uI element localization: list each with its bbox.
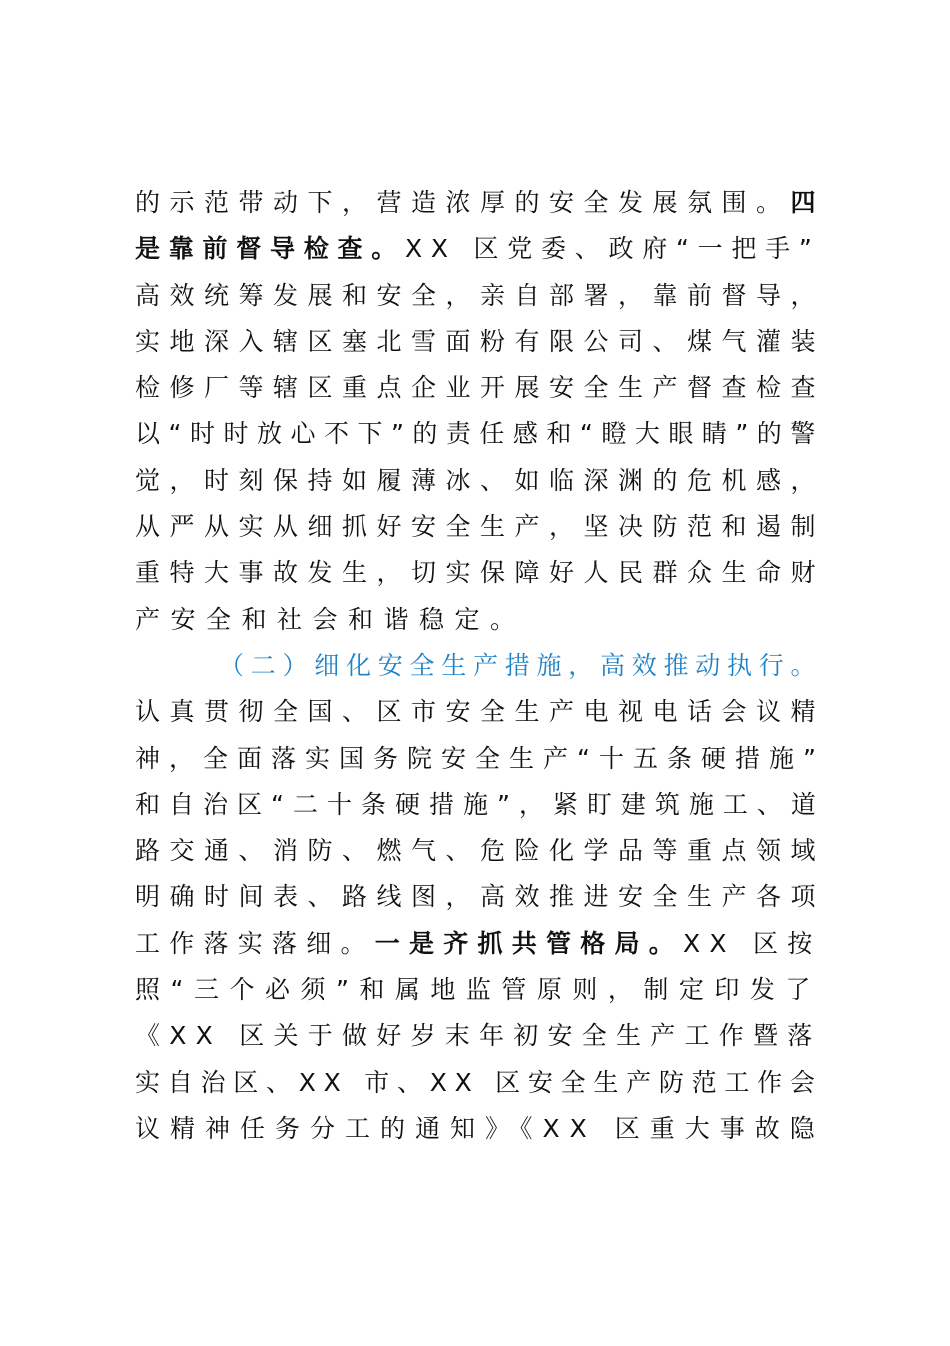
text-line [135, 504, 825, 550]
text-segment-bold: 是靠前督导检查。 [135, 234, 406, 264]
text-segment-bold: 四 [790, 188, 826, 217]
text-line [135, 921, 825, 967]
text-segment: 产安全和社会和谐稳定。 [135, 604, 526, 634]
text-segment: 工作落实落细。 [135, 928, 375, 958]
text-segment: 认真贯彻全国、区市安全生产电视电话会议精 [135, 697, 826, 727]
text-line [135, 597, 825, 643]
text-line [135, 782, 825, 828]
text-segment: 实地深入辖区塞北雪面粉有限公司、煤气灌装 [135, 326, 826, 356]
text-line [135, 458, 825, 504]
text-segment: 从严从实从细抓好安全生产，坚决防范和遏制 [135, 512, 826, 542]
text-segment: 神，全面落实国务院安全生产“十五条硬措施” [135, 743, 825, 773]
text-line [135, 365, 825, 411]
text-line [135, 828, 825, 874]
text-segment: XX 区按 [683, 928, 822, 958]
text-line [135, 967, 825, 1013]
text-line [135, 689, 825, 735]
text-segment: 照“三个必须”和属地监管原则，制定印发了 [135, 975, 821, 1005]
text-segment: 明确时间表、路线图，高效推进安全生产各项 [135, 882, 826, 912]
text-segment: XX 区党委、政府“一把手” [405, 234, 821, 264]
text-segment: 重特大事故发生，切实保障好人民群众生命财 [135, 558, 826, 588]
text-line [135, 1013, 825, 1059]
text-segment: 路交通、消防、燃气、危险化学品等重点领域 [135, 836, 826, 866]
text-segment: 《XX 区关于做好岁末年初安全生产工作暨落 [135, 1021, 822, 1051]
text-segment: 以“时时放心不下”的责任感和“瞪大眼睛”的警 [135, 419, 824, 449]
text-segment: 检修厂等辖区重点企业开展安全生产督查检查 [135, 373, 826, 403]
text-line [135, 736, 825, 782]
text-segment: 实自治区、XX 市、XX 区安全生产防范工作会 [135, 1067, 823, 1097]
text-line [135, 180, 825, 226]
heading-text: （二）细化安全生产措施，高效推动执行。 [219, 650, 823, 680]
text-line [135, 319, 825, 365]
text-line [135, 226, 825, 272]
text-segment: 高效统筹发展和安全，亲自部署，靠前督导， [135, 280, 826, 310]
text-segment: 议精神任务分工的通知》《XX 区重大事故隐 [135, 1113, 825, 1143]
text-segment: 和自治区“二十条硬措施”，紧盯建筑施工、道 [135, 789, 825, 819]
text-line [135, 273, 825, 319]
text-line [135, 411, 825, 457]
text-line [135, 1106, 825, 1152]
text-segment-bold: 一是齐抓共管格局。 [374, 928, 684, 958]
text-line [135, 550, 825, 596]
text-segment: 觉，时刻保持如履薄冰、如临深渊的危机感， [135, 465, 826, 495]
text-line [135, 1060, 825, 1106]
section-heading [135, 643, 825, 689]
text-line [135, 874, 825, 920]
body-text [135, 180, 825, 1152]
text-segment: 的示范带动下，营造浓厚的安全发展氛围。 [135, 188, 791, 217]
